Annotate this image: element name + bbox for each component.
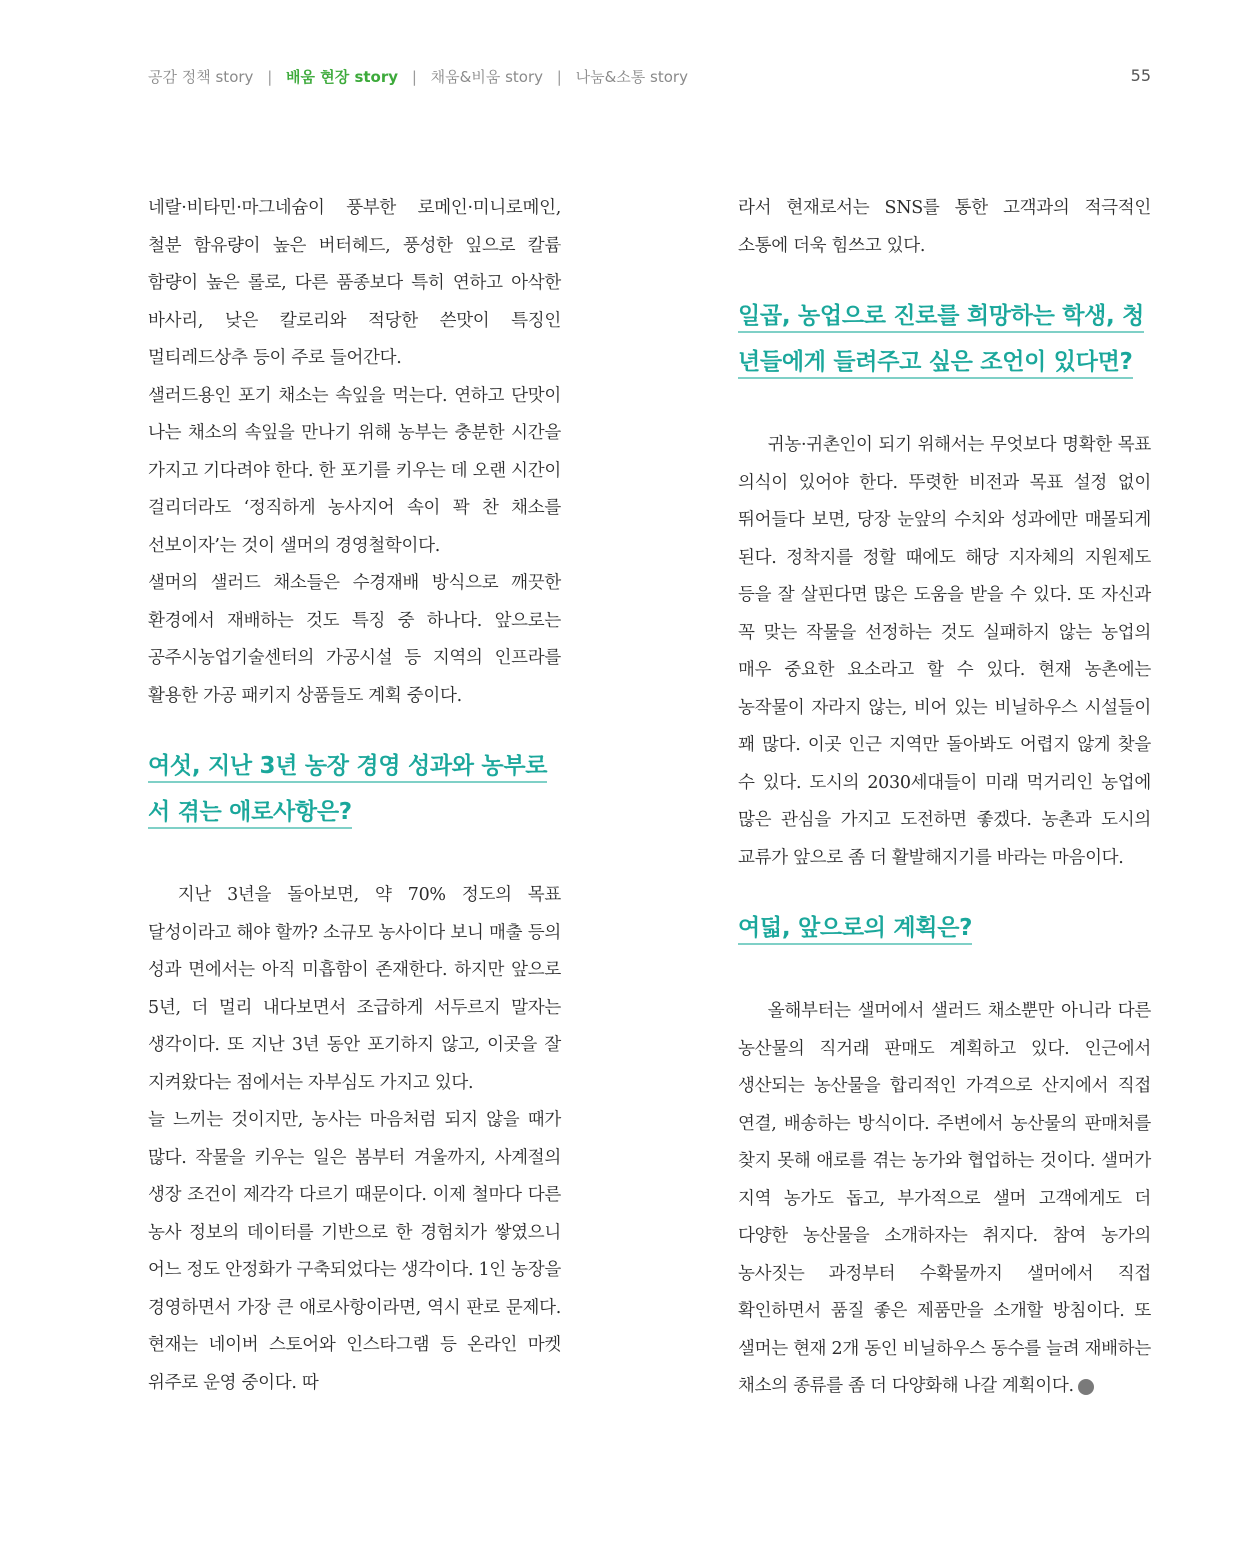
question-heading-8: [738, 905, 1151, 951]
body-paragraph: 샐머의 샐러드 채소들은 수경재배 방식으로 깨끗한 환경에서 재배하는 것도 특징 중 하나다. 앞으로는 공주시농업기술센터의 가공시설 등 지역의 인프라를 활용한 가공 패키지 상품들도 계획 중이다.: [148, 573, 561, 706]
body-paragraph: 늘 느끼는 것이지만, 농사는 마음처럼 되지 않을 때가 많다. 작물을 키우는 일은 봄부터 겨울까지, 사계절의 생장 조건이 제각각 다르기 때문이다. 이제 철마다 다른 농사 정보의 데이터를 기반으로 한 경험치가 쌓였으니 어느 정도 안정화가 구축되었다는 생각이다. 1인 농장을 경영하면서 가장 큰 애로사항이라면, 역시 판로 문제다. 현재는 네이버 스토어와 인스타그램 등 온라인 마켓 위주로 운영 중이다. 따: [148, 1110, 561, 1393]
nav-section-fill-empty[interactable]: 채움&비움 story: [430, 68, 543, 86]
page-number: 55: [1130, 66, 1151, 85]
nav-separator: |: [411, 68, 417, 86]
question-heading-text: 여섯, 지난 3년 농장 경영 성과와 농부로서 겪는 애로사항은?: [148, 753, 547, 829]
section-navigation: [148, 66, 688, 87]
body-paragraph: 샐러드용인 포기 채소는 속잎을 먹는다. 연하고 단맛이 나는 채소의 속잎을 만나기 위해 농부는 충분한 시간을 가지고 기다려야 한다. 한 포기를 키우는 데 오랜 시간이 걸리더라도 ‘정직하게 농사지어 속이 꽉 찬 채소를 선보이자’는 것이 샐머의 경영철학이다.: [148, 385, 561, 556]
nav-section-share[interactable]: 나눔&소통 story: [575, 68, 688, 86]
nav-section-field-active[interactable]: 배움 현장 story: [286, 68, 399, 86]
final-paragraph-text: 올해부터는 샐머에서 샐러드 채소뿐만 아니라 다른 농산물의 직거래 판매도 계획하고 있다. 인근에서 생산되는 농산물을 합리적인 가격으로 산지에서 직접 연결, 배송하는 방식이다. 주변에서 농산물의 판매처를 찾지 못해 애로를 겪는 농가와 협업하는 것이다. 샐머가 지역 농가도 돕고, 부가적으로 샐머 고객에게도 더 다양한 농산물을 소개하자는 취지다. 참여 농가의 농사짓는 과정부터 수확물까지 샐머에서 직접 확인하면서 품질 좋은 제품만을 소개할 방침이다. 또 샐머는 현재 2개 동인 비닐하우스 동수를 늘려 재배하는 채소의 종류를 좀 더 다양화해 나갈 계획이다.: [738, 1001, 1151, 1396]
body-paragraph: 귀농·귀촌인이 되기 위해서는 무엇보다 명확한 목표 의식이 있어야 한다. 뚜렷한 비전과 목표 설정 없이 뛰어들다 보면, 당장 눈앞의 수치와 성과에만 매몰되게 된다. 정착지를 정할 때에도 해당 지자체의 지원제도 등을 잘 살핀다면 많은 도움을 받을 수 있다. 또 자신과 꼭 맞는 작물을 선정하는 것도 실패하지 않는 농업의 매우 중요한 요소라고 할 수 있다. 현재 농촌에는 농작물이 자라지 않는, 비어 있는 비닐하우스 시설들이 꽤 많다. 이곳 인근 지역만 돌아봐도 어렵지 않게 찾을 수 있다. 도시의 2030세대들이 미래 먹거리인 농업에 많은 관심을 가지고 도전하면 좋겠다. 농촌과 도시의 교류가 앞으로 좀 더 활발해지기를 바라는 마음이다.: [738, 435, 1151, 868]
end-mark-icon: 忠: [1078, 1379, 1094, 1395]
question-heading-text: 여덟, 앞으로의 계획은?: [738, 915, 972, 945]
body-paragraph: 지난 3년을 돌아보면, 약 70% 정도의 목표 달성이라고 해야 할까? 소규모 농사이다 보니 매출 등의 성과 면에서는 아직 미흡함이 존재한다. 하지만 앞으로 5년, 더 멀리 내다보면서 조급하게 서두르지 말자는 생각이다. 또 지난 3년 동안 포기하지 않고, 이곳을 잘 지켜왔다는 점에서는 자부심도 가지고 있다.: [148, 885, 561, 1093]
body-paragraph: 라서 현재로서는 SNS를 통한 고객과의 적극적인 소통에 더욱 힘쓰고 있다.: [738, 198, 1151, 256]
question-heading-7: [738, 293, 1151, 385]
question-heading-6: [148, 743, 561, 835]
body-paragraph: 네랄·비타민·마그네슘이 풍부한 로메인·미니로메인, 철분 함유량이 높은 버터헤드, 풍성한 잎으로 칼륨 함량이 높은 롤로, 다른 품종보다 특히 연하고 아삭한 바사리, 낮은 칼로리와 적당한 쓴맛이 특징인 멀티레드상추 등이 주로 들어간다.: [148, 198, 561, 368]
left-column: [148, 190, 561, 1402]
question-heading-text: 일곱, 농업으로 진로를 희망하는 학생, 청년들에게 들려주고 싶은 조언이 있다면?: [738, 303, 1144, 379]
body-paragraph-final: [738, 993, 1151, 1406]
right-column: [738, 190, 1151, 1406]
nav-separator: |: [267, 68, 273, 86]
nav-separator: |: [556, 68, 562, 86]
nav-section-policy[interactable]: 공감 정책 story: [148, 68, 254, 86]
